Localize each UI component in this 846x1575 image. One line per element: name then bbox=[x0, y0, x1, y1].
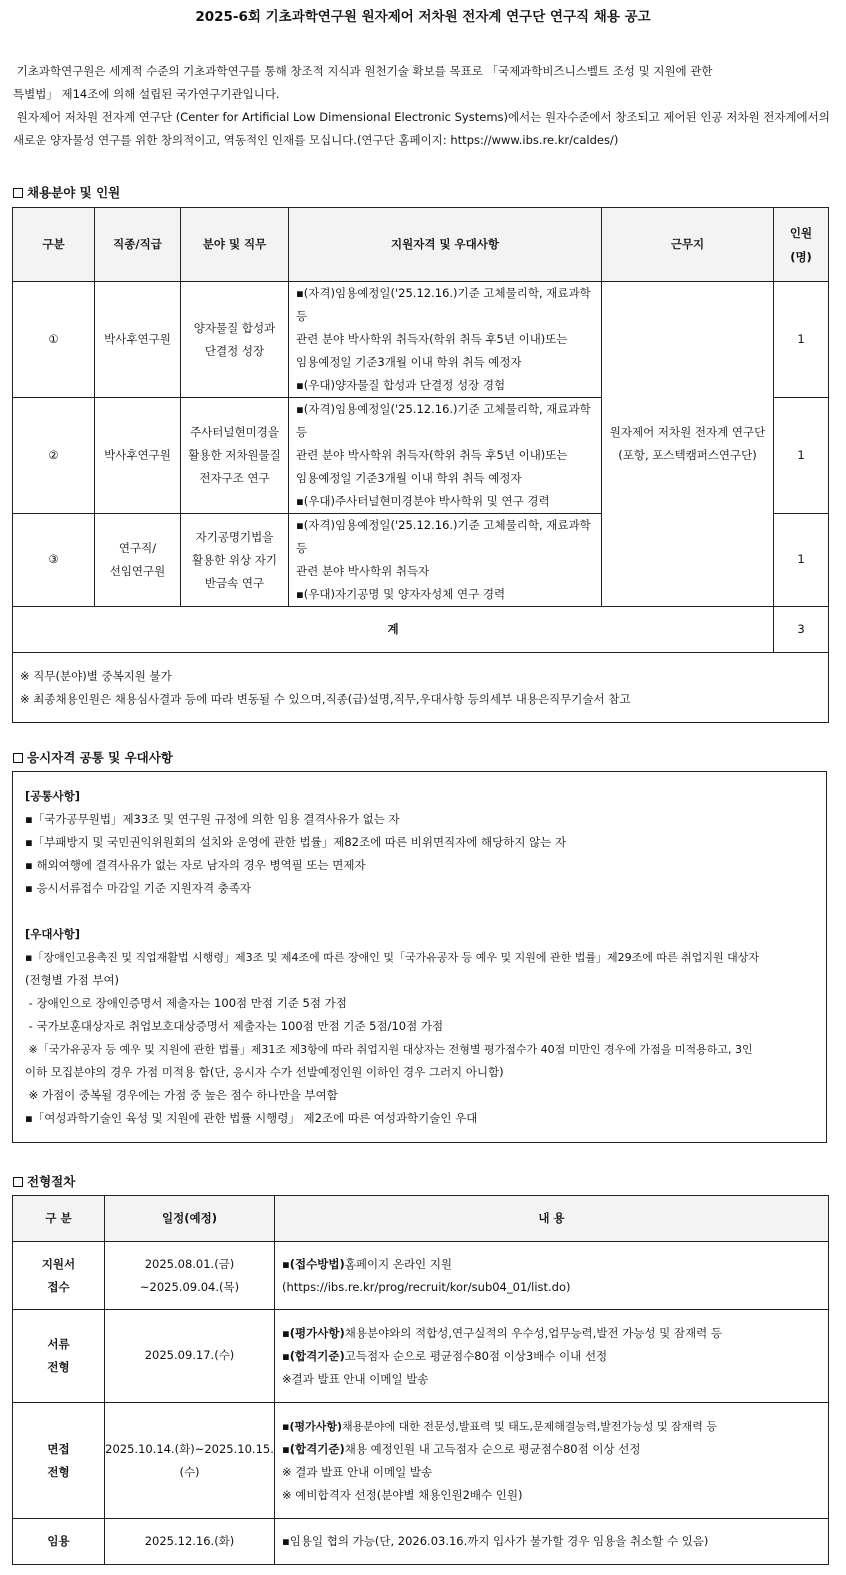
date-cell: 2025.12.16.(화) bbox=[105, 1519, 275, 1565]
header-cell: 구분 bbox=[13, 208, 95, 282]
content-cell bbox=[275, 1403, 829, 1519]
pref-item: - 국가보훈대상자로 취업보호대상증명서 제출자는 100점 만점 기준 5점/10점 가점 bbox=[25, 1019, 444, 1033]
stage-cell bbox=[13, 1242, 105, 1310]
pref-item: ※ 가점이 중복될 경우에는 가점 중 높은 점수 하나만을 부여함 bbox=[25, 1088, 338, 1102]
note-line: ※ 최종채용인원은 채용심사결과 등에 따라 변동될 수 있으며,직종(급)설명,직무,우대사항 등의세부 내용은직무기술서 참고 bbox=[20, 691, 631, 706]
qual-line: ▪(우대)양자물질 합성과 단결정 성장 경험 bbox=[296, 378, 506, 392]
content-text: ※ 결과 발표 안내 이메일 발송 bbox=[282, 1464, 433, 1479]
row-qualification bbox=[289, 398, 602, 514]
date-line: ~2025.09.04.(목) bbox=[139, 1279, 240, 1294]
content-text: 채용분야에 대한 전문성,발표력 및 태도,문제해결능력,발전가능성 및 잠재력 등 bbox=[342, 1419, 718, 1433]
header-cell: 일정(예정) bbox=[105, 1196, 275, 1242]
stage-line: 지원서 bbox=[41, 1256, 76, 1271]
checkbox-square-icon bbox=[13, 188, 23, 198]
field-line: 단결정 성장 bbox=[204, 343, 265, 358]
pref-item: (전형별 가점 부여) bbox=[25, 973, 120, 987]
pref-item: ※「국가유공자 등 예우 및 지원에 관한 법률」제31조 제3항에 따라 취업지원 대상자는 전형별 평가점수가 40점 미만인 경우에 가점을 미적용하고, 3인 bbox=[25, 1043, 753, 1056]
total-count: 3 bbox=[774, 607, 829, 653]
section-heading-label: 채용분야 및 인원 bbox=[27, 185, 121, 200]
content-link-text: (https://ibs.re.kr/prog/recruit/kor/sub04_01/list.do) bbox=[282, 1279, 571, 1294]
intro-text bbox=[13, 60, 833, 152]
header-cell: 직종/직급 bbox=[95, 208, 181, 282]
row-qualification bbox=[289, 514, 602, 607]
content-key: ▪(평가사항) bbox=[282, 1419, 343, 1433]
content-cell bbox=[275, 1242, 829, 1310]
table-header-row bbox=[13, 1196, 829, 1242]
row-field bbox=[181, 398, 289, 514]
notes-cell bbox=[13, 653, 829, 723]
table-header-row bbox=[13, 208, 829, 282]
row-rank: 박사후연구원 bbox=[95, 282, 181, 398]
section-heading-eligibility bbox=[13, 750, 173, 767]
row-number: ① bbox=[13, 282, 95, 398]
table-row bbox=[13, 282, 829, 398]
total-row bbox=[13, 607, 829, 653]
row-rank bbox=[95, 514, 181, 607]
common-item: ▪「부패방지 및 국민권익위원회의 설치와 운영에 관한 법률」제82조에 따른 비위면직자에 해당하지 않는 자 bbox=[25, 835, 567, 849]
header-cell: 분야 및 직무 bbox=[181, 208, 289, 282]
stage-cell: 임용 bbox=[13, 1519, 105, 1565]
page-title: 2025-6회 기초과학연구원 원자제어 저차원 전자계 연구단 연구직 채용 공고 bbox=[195, 9, 651, 25]
intro-line: 기초과학연구원은 세계적 수준의 기초과학연구를 통해 창조적 지식과 원천기술 확보를 목표로 「국제과학비즈니스벨트 조성 및 지원에 관한 bbox=[13, 64, 713, 78]
content-text: 고득점자 순으로 평균점수80점 이상3배수 이내 선정 bbox=[344, 1348, 608, 1363]
content-cell bbox=[275, 1310, 829, 1403]
table-row bbox=[13, 1310, 829, 1403]
eligibility-box bbox=[12, 771, 827, 1143]
process-table bbox=[12, 1195, 829, 1565]
qual-line: 임용예정일 기준3개월 이내 학위 취득 예정자 bbox=[296, 471, 522, 485]
workplace-cell bbox=[602, 282, 774, 607]
row-rank: 박사후연구원 bbox=[95, 398, 181, 514]
field-line: 자기공명기법을 bbox=[195, 529, 274, 544]
pref-item: ▪「여성과학기술인 육성 및 지원에 관한 법률 시행령」 제2조에 따른 여성과학기술인 우대 bbox=[25, 1111, 478, 1125]
header-cell: 구 분 bbox=[13, 1196, 105, 1242]
note-line: ※ 직무(분야)별 중복지원 불가 bbox=[20, 668, 172, 683]
content-text: 채용분야와의 적합성,연구실적의 우수성,업무능력,발전 가능성 및 잠재력 등 bbox=[344, 1325, 723, 1340]
header-cell: 지원자격 및 우대사항 bbox=[289, 208, 602, 282]
row-number: ② bbox=[13, 398, 95, 514]
qual-line: 관련 분야 박사학위 취득자 bbox=[296, 564, 430, 578]
intro-line: 특별법」 제14조에 의해 설립된 국가연구기관입니다. bbox=[13, 87, 280, 101]
content-key: ▪(평가사항) bbox=[282, 1325, 345, 1340]
content-text: 채용 예정인원 내 고득점자 순으로 평균점수80점 이상 선정 bbox=[344, 1441, 641, 1456]
section-heading-label: 응시자격 공통 및 우대사항 bbox=[27, 750, 173, 765]
row-count: 1 bbox=[774, 514, 829, 607]
date-cell bbox=[105, 1242, 275, 1310]
section-heading-label: 전형절차 bbox=[27, 1174, 76, 1189]
content-cell bbox=[275, 1519, 829, 1565]
qual-line: 관련 분야 박사학위 취득자(학위 취득 후5년 이내)또는 bbox=[296, 332, 568, 346]
stage-line: 서류 bbox=[47, 1337, 70, 1351]
field-line: 전자구조 연구 bbox=[199, 471, 270, 485]
stage-cell bbox=[13, 1310, 105, 1403]
workplace-line: 원자제어 저차원 전자계 연구단 bbox=[609, 425, 766, 439]
date-cell: 2025.09.17.(수) bbox=[105, 1310, 275, 1403]
field-line: 반금속 연구 bbox=[204, 575, 265, 590]
header-cell-count bbox=[774, 208, 829, 282]
table-row bbox=[13, 1242, 829, 1310]
row-count: 1 bbox=[774, 282, 829, 398]
row-number: ③ bbox=[13, 514, 95, 607]
qual-line: ▪(우대)자기공명 및 양자자성체 연구 경력 bbox=[296, 587, 506, 601]
section-heading-positions bbox=[13, 185, 120, 202]
qual-line: ▪(자격)임용예정일('25.12.16.)기준 고체물리학, 재료과학 등 bbox=[296, 402, 591, 439]
field-line: 활용한 위상 자기 bbox=[191, 552, 278, 567]
row-field bbox=[181, 514, 289, 607]
qual-line: ▪(자격)임용예정일('25.12.16.)기준 고체물리학, 재료과학 등 bbox=[296, 518, 591, 555]
content-text: ※결과 발표 안내 이메일 발송 bbox=[282, 1371, 429, 1386]
rank-line: 선임연구원 bbox=[109, 564, 166, 578]
pref-label: [우대사항] bbox=[25, 927, 80, 941]
content-text: ※ 예비합격자 선정(분야별 채용인원2배수 인원) bbox=[282, 1487, 523, 1502]
field-line: 양자물질 합성과 bbox=[193, 320, 276, 335]
positions-table bbox=[12, 207, 829, 723]
row-qualification bbox=[289, 282, 602, 398]
date-line: (수) bbox=[179, 1464, 200, 1479]
intro-line: 새로운 양자물성 연구를 위한 창의적이고, 역동적인 인재를 모십니다.(연구단 홈페이지: https://www.ibs.re.kr/caldes/) bbox=[13, 133, 619, 147]
checkbox-square-icon bbox=[13, 753, 23, 763]
qual-line: ▪(우대)주사터널현미경분야 박사학위 및 연구 경력 bbox=[296, 494, 550, 508]
row-field bbox=[181, 282, 289, 398]
pref-item: ▪「장애인고용촉진 및 직업재활법 시행령」제3조 및 제4조에 따른 장애인 및「국가유공자 등 예우 및 지원에 관한 법률」제29조에 따른 취업지원 대상자 bbox=[25, 951, 759, 964]
header-cell: 근무지 bbox=[602, 208, 774, 282]
qual-line: 임용예정일 기준3개월 이내 학위 취득 예정자 bbox=[296, 355, 522, 369]
common-item: ▪「국가공무원법」제33조 및 연구원 규정에 의한 임용 결격사유가 없는 자 bbox=[25, 812, 400, 826]
content-text: ▪임용일 협의 가능(단, 2026.03.16.까지 입사가 불가할 경우 임용을 취소할 수 있음) bbox=[282, 1534, 709, 1548]
section-heading-process bbox=[13, 1174, 75, 1191]
date-line: 2025.10.14.(화)~2025.10.15. bbox=[105, 1441, 274, 1456]
stage-line: 전형 bbox=[47, 1360, 70, 1374]
rank-line: 연구직/ bbox=[118, 541, 157, 555]
content-key: ▪(합격기준) bbox=[282, 1348, 345, 1363]
qual-line: ▪(자격)임용예정일('25.12.16.)기준 고체물리학, 재료과학 등 bbox=[296, 286, 591, 323]
notes-row bbox=[13, 653, 829, 723]
date-cell bbox=[105, 1403, 275, 1519]
table-row bbox=[13, 1519, 829, 1565]
pref-item: 이하 모집분야의 경우 가점 미적용 함(단, 응시자 수가 선발예정인원 이하인 경우 그러지 아니함) bbox=[25, 1065, 504, 1079]
header-count-label: 인원 bbox=[789, 225, 813, 240]
date-line: 2025.08.01.(금) bbox=[144, 1256, 235, 1271]
workplace-line: (포항, 포스텍캠퍼스연구단) bbox=[618, 448, 757, 462]
field-line: 활용한 저차원물질 bbox=[188, 448, 281, 462]
content-key: ▪(합격기준) bbox=[282, 1441, 345, 1456]
field-line: 주사터널현미경을 bbox=[190, 425, 279, 439]
checkbox-square-icon bbox=[13, 1177, 23, 1187]
stage-line: 면접 bbox=[47, 1441, 70, 1456]
header-cell: 내 용 bbox=[275, 1196, 829, 1242]
pref-item: - 장애인으로 장애인증명서 제출자는 100점 만점 기준 5점 가점 bbox=[25, 996, 347, 1010]
stage-line: 접수 bbox=[47, 1279, 70, 1294]
stage-line: 전형 bbox=[47, 1464, 70, 1479]
row-count: 1 bbox=[774, 398, 829, 514]
intro-line: 원자제어 저차원 전자계 연구단 (Center for Artificial Low Dimensional Electronic Systems)에서는 원자수준에서 창조되고 제어된 인공 저차원 전자계에서의 bbox=[13, 110, 830, 124]
total-label: 계 bbox=[13, 607, 774, 653]
content-text: 홈페이지 온라인 지원 bbox=[344, 1256, 453, 1271]
common-label: [공통사항] bbox=[25, 789, 80, 803]
stage-cell bbox=[13, 1403, 105, 1519]
common-item: ▪ 응시서류접수 마감일 기준 지원자격 충족자 bbox=[25, 881, 252, 895]
table-row bbox=[13, 1403, 829, 1519]
qual-line: 관련 분야 박사학위 취득자(학위 취득 후5년 이내)또는 bbox=[296, 448, 568, 462]
common-item: ▪ 해외여행에 결격사유가 없는 자로 남자의 경우 병역필 또는 면제자 bbox=[25, 858, 366, 872]
header-count-unit: (명) bbox=[790, 249, 812, 264]
content-key: ▪(접수방법) bbox=[282, 1256, 345, 1271]
